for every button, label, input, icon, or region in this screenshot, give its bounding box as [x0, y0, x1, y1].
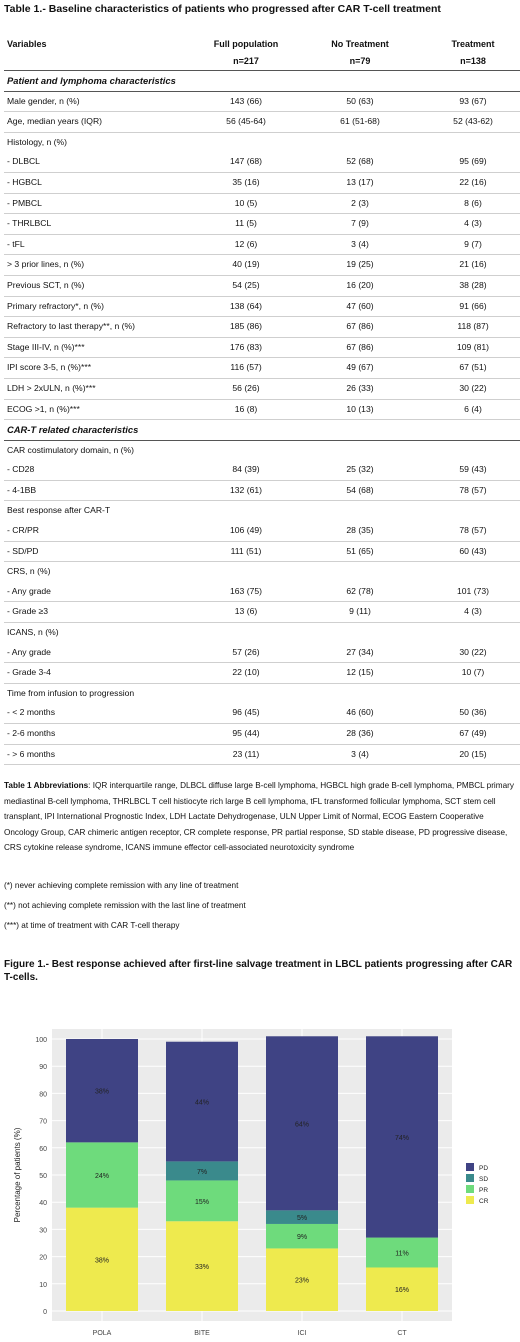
legend-swatch-pr [466, 1185, 474, 1193]
cell-c3 [304, 623, 416, 643]
legend-swatch-pd [466, 1163, 474, 1171]
cell-c3 [304, 420, 416, 441]
cell-c1: - < 2 months [4, 703, 188, 723]
data-label: 16% [394, 1287, 410, 1295]
cell-c4 [416, 562, 520, 582]
cell-c1: - Grade 3-4 [4, 663, 188, 684]
cell-c3: 49 (67) [304, 358, 416, 379]
cell-c4: 78 (57) [416, 480, 520, 501]
cell-c4: 6 (4) [416, 399, 520, 420]
data-label: 24% [94, 1173, 110, 1180]
group-row [4, 132, 520, 152]
cell-c2 [188, 623, 304, 643]
cell-c1: - PMBCL [4, 193, 188, 214]
cell-c4 [416, 440, 520, 460]
cell-c1: Primary refractory*, n (%) [4, 296, 188, 317]
cell-c3 [304, 501, 416, 521]
cell-c3: 67 (86) [304, 317, 416, 338]
cell-c4: 38 (28) [416, 275, 520, 296]
cell-c3 [304, 683, 416, 703]
cell-c3: 9 (11) [304, 602, 416, 623]
legend-label: PR [479, 1187, 489, 1194]
y-tick-label: 100 [35, 1037, 47, 1044]
table-row [4, 193, 520, 214]
cell-c1: - > 6 months [4, 744, 188, 765]
y-tick-label: 40 [39, 1200, 47, 1208]
subheader-none-n: n=79 [304, 53, 416, 71]
cell-c2: 106 (49) [188, 521, 304, 541]
table-row [4, 152, 520, 172]
table-row [4, 541, 520, 562]
cell-c3: 61 (51-68) [304, 112, 416, 133]
y-tick-label: 80 [39, 1091, 47, 1099]
table-row [4, 480, 520, 501]
cell-c4: 60 (43) [416, 541, 520, 562]
table-row [4, 337, 520, 358]
cell-c1: - DLBCL [4, 152, 188, 172]
y-tick-label: 0 [43, 1309, 47, 1316]
cell-c3: 13 (17) [304, 172, 416, 193]
cell-c2: 40 (19) [188, 255, 304, 276]
cell-c3 [304, 562, 416, 582]
x-tick-label: CT [397, 1330, 407, 1337]
cell-c4: 91 (66) [416, 296, 520, 317]
section-row [4, 420, 520, 441]
data-label: 7% [196, 1168, 208, 1176]
table-row [4, 663, 520, 684]
data-label: 38% [94, 1257, 110, 1265]
cell-c3: 62 (78) [304, 582, 416, 602]
cell-c3: 54 (68) [304, 480, 416, 501]
cell-c3: 25 (32) [304, 460, 416, 480]
cell-c3 [304, 71, 416, 92]
cell-c2: 96 (45) [188, 703, 304, 723]
cell-c3: 26 (33) [304, 378, 416, 399]
cell-c1: - CR/PR [4, 521, 188, 541]
cell-c1: Age, median years (IQR) [4, 112, 188, 133]
cell-c3: 12 (15) [304, 663, 416, 684]
footnote-3: (***) at time of treatment with CAR T-cell therapy [4, 921, 180, 930]
footnote-2: (**) not achieving complete remission with the last line of treatment [4, 901, 246, 910]
cell-c2 [188, 683, 304, 703]
cell-c2: 35 (16) [188, 172, 304, 193]
x-tick-label: POLA [92, 1330, 112, 1337]
baseline-table [4, 36, 520, 765]
cell-c3: 2 (3) [304, 193, 416, 214]
cell-c2: 185 (86) [188, 317, 304, 338]
cell-c3: 51 (65) [304, 541, 416, 562]
legend-label: CR [479, 1198, 489, 1205]
table-row [4, 296, 520, 317]
section-row [4, 71, 520, 92]
cell-c2: 10 (5) [188, 193, 304, 214]
cell-c4 [416, 501, 520, 521]
cell-c1: - Any grade [4, 643, 188, 663]
y-tick-label: 10 [39, 1281, 47, 1289]
cell-c4: 101 (73) [416, 582, 520, 602]
cell-c1: - 2-6 months [4, 724, 188, 745]
cell-c2: 116 (57) [188, 358, 304, 379]
group-row [4, 501, 520, 521]
subheader-empty [4, 53, 188, 71]
table-row [4, 172, 520, 193]
cell-c1: - Any grade [4, 582, 188, 602]
cell-c3: 52 (68) [304, 152, 416, 172]
subheader-full-n: n=217 [188, 53, 304, 71]
cell-c1: CAR-T related characteristics [4, 420, 188, 441]
cell-c2 [188, 132, 304, 152]
table-title: Table 1.- Baseline characteristics of patients who progressed after CAR T-cell treatment [4, 3, 441, 15]
cell-c1: IPI score 3-5, n (%)*** [4, 358, 188, 379]
cell-c1: Previous SCT, n (%) [4, 275, 188, 296]
y-tick-label: 30 [39, 1227, 47, 1235]
data-label: 5% [296, 1215, 308, 1223]
table-row [4, 378, 520, 399]
stacked-bar-chart [0, 1015, 520, 1340]
cell-c1: - Grade ≥3 [4, 602, 188, 623]
cell-c3: 27 (34) [304, 643, 416, 663]
cell-c2: 176 (83) [188, 337, 304, 358]
group-row [4, 440, 520, 460]
y-tick-label: 60 [39, 1145, 47, 1153]
data-label: 74% [394, 1134, 410, 1142]
cell-c4: 95 (69) [416, 152, 520, 172]
cell-c2: 11 (5) [188, 214, 304, 235]
x-tick-label: ICI [297, 1330, 307, 1337]
cell-c4: 20 (15) [416, 744, 520, 765]
x-tick-label: BITE [194, 1330, 210, 1337]
table-subheader-row [4, 53, 520, 71]
cell-c1: Male gender, n (%) [4, 91, 188, 112]
cell-c3 [304, 132, 416, 152]
table-row [4, 358, 520, 379]
cell-c1: Best response after CAR-T [7, 505, 111, 516]
data-label: 64% [294, 1121, 310, 1129]
cell-c4 [416, 420, 520, 441]
cell-c3: 28 (36) [304, 724, 416, 745]
subheader-treat-n: n=138 [416, 53, 520, 71]
cell-c3: 19 (25) [304, 255, 416, 276]
cell-c1: Patient and lymphoma characteristics [4, 71, 188, 92]
cell-c1: ECOG >1, n (%)*** [4, 399, 188, 420]
cell-c2: 111 (51) [188, 541, 304, 562]
cell-c1: ICANS, n (%) [7, 627, 59, 638]
group-row [4, 623, 520, 643]
cell-c1: CAR costimulatory domain, n (%) [7, 444, 135, 455]
group-row [4, 683, 520, 703]
header-no-treatment: No Treatment [331, 39, 389, 49]
header-treatment: Treatment [451, 39, 495, 49]
table-row [4, 460, 520, 480]
cell-c4: 30 (22) [416, 643, 520, 663]
data-label: 9% [296, 1234, 308, 1242]
abbreviations-label: Table 1 Abbreviations [4, 781, 89, 790]
cell-c2 [188, 562, 304, 582]
cell-c1: - CD28 [4, 460, 188, 480]
cell-c3: 7 (9) [304, 214, 416, 235]
table-header-row [4, 36, 520, 53]
table-row [4, 703, 520, 723]
cell-c2: 54 (25) [188, 275, 304, 296]
cell-c3: 47 (60) [304, 296, 416, 317]
header-variables: Variables [7, 39, 47, 49]
cell-c3: 10 (13) [304, 399, 416, 420]
cell-c3: 16 (20) [304, 275, 416, 296]
cell-c4 [416, 683, 520, 703]
cell-c2: 16 (8) [188, 399, 304, 420]
cell-c4: 4 (3) [416, 602, 520, 623]
cell-c1: - SD/PD [4, 541, 188, 562]
data-label: 33% [194, 1264, 210, 1272]
cell-c2: 56 (26) [188, 378, 304, 399]
cell-c4: 109 (81) [416, 337, 520, 358]
table-row [4, 255, 520, 276]
cell-c4: 93 (67) [416, 91, 520, 112]
cell-c3: 50 (63) [304, 91, 416, 112]
data-label: 23% [294, 1277, 310, 1285]
cell-c2: 163 (75) [188, 582, 304, 602]
data-label: 11% [395, 1250, 409, 1258]
cell-c4: 21 (16) [416, 255, 520, 276]
table-row [4, 317, 520, 338]
cell-c3: 3 (4) [304, 234, 416, 255]
cell-c2: 95 (44) [188, 724, 304, 745]
y-tick-label: 90 [39, 1064, 47, 1072]
table-row [4, 602, 520, 623]
cell-c1: Refractory to last therapy**, n (%) [4, 317, 188, 338]
cell-c4: 67 (49) [416, 724, 520, 745]
table-row [4, 399, 520, 420]
cell-c4: 10 (7) [416, 663, 520, 684]
cell-c4 [416, 132, 520, 152]
cell-c1: - tFL [4, 234, 188, 255]
table-row [4, 582, 520, 602]
cell-c4: 30 (22) [416, 378, 520, 399]
cell-c1: - THRLBCL [4, 214, 188, 235]
cell-c4: 52 (43-62) [416, 112, 520, 133]
legend-label: SD [479, 1176, 489, 1183]
cell-c3: 67 (86) [304, 337, 416, 358]
group-row [4, 562, 520, 582]
table-row [4, 234, 520, 255]
cell-c3: 3 (4) [304, 744, 416, 765]
cell-c1: > 3 prior lines, n (%) [4, 255, 188, 276]
table-row [4, 214, 520, 235]
cell-c2 [188, 420, 304, 441]
cell-c2: 143 (66) [188, 91, 304, 112]
cell-c2 [188, 501, 304, 521]
legend-swatch-cr [466, 1196, 474, 1204]
cell-c2 [188, 71, 304, 92]
cell-c4: 78 (57) [416, 521, 520, 541]
cell-c1: - 4-1BB [4, 480, 188, 501]
cell-c4: 22 (16) [416, 172, 520, 193]
cell-c4: 4 (3) [416, 214, 520, 235]
cell-c1: Histology, n (%) [7, 136, 68, 147]
cell-c3: 28 (35) [304, 521, 416, 541]
cell-c2: 132 (61) [188, 480, 304, 501]
table-row [4, 744, 520, 765]
footnote-1: (*) never achieving complete remission with any line of treatment [4, 881, 239, 890]
table-row [4, 724, 520, 745]
cell-c1: Stage III-IV, n (%)*** [4, 337, 188, 358]
figure-title: Figure 1.- Best response achieved after first-line salvage treatment in LBCL patients progressing after CAR T-cells. [4, 959, 513, 983]
y-tick-label: 50 [39, 1173, 47, 1180]
cell-c2: 56 (45-64) [188, 112, 304, 133]
table-row [4, 91, 520, 112]
cell-c4: 8 (6) [416, 193, 520, 214]
y-tick-label: 20 [39, 1254, 47, 1262]
cell-c2: 84 (39) [188, 460, 304, 480]
cell-c4: 59 (43) [416, 460, 520, 480]
data-label: 44% [194, 1099, 210, 1107]
cell-c4 [416, 623, 520, 643]
y-tick-label: 70 [39, 1118, 47, 1126]
abbreviations [4, 778, 516, 856]
cell-c2: 57 (26) [188, 643, 304, 663]
table-row [4, 275, 520, 296]
table-row [4, 112, 520, 133]
cell-c4: 67 (51) [416, 358, 520, 379]
legend-swatch-sd [466, 1174, 474, 1182]
table-row [4, 521, 520, 541]
cell-c2: 22 (10) [188, 663, 304, 684]
cell-c2 [188, 440, 304, 460]
cell-c2: 147 (68) [188, 152, 304, 172]
cell-c3: 46 (60) [304, 703, 416, 723]
cell-c4: 9 (7) [416, 234, 520, 255]
cell-c4 [416, 71, 520, 92]
cell-c1: Time from infusion to progression [7, 687, 135, 698]
data-label: 38% [94, 1088, 110, 1096]
cell-c2: 23 (11) [188, 744, 304, 765]
cell-c1: LDH > 2xULN, n (%)*** [4, 378, 188, 399]
legend-label: PD [479, 1165, 489, 1172]
cell-c1: CRS, n (%) [7, 566, 51, 577]
cell-c2: 12 (6) [188, 234, 304, 255]
cell-c2: 13 (6) [188, 602, 304, 623]
cell-c4: 50 (36) [416, 703, 520, 723]
table-row [4, 643, 520, 663]
data-label: 15% [194, 1198, 210, 1206]
cell-c1: - HGBCL [4, 172, 188, 193]
header-full-population: Full population [213, 39, 279, 49]
cell-c2: 138 (64) [188, 296, 304, 317]
cell-c3 [304, 440, 416, 460]
cell-c4: 118 (87) [416, 317, 520, 338]
abbreviations-text: : IQR interquartile range, DLBCL diffuse large B-cell lymphoma, HGBCL high grade B-cell lymphoma, PMBCL primary mediastinal B-cell lymphoma, THRLBCL T cell histiocyte rich large B cell lymphoma, tFL transformed follicular lymphoma, SCT stem cell transplant, IPI International Prognostic Index, LDH Lactate Dehydrogenase, ULN Upper Limit of Normal, ECOG Eastern Cooperative Oncology Group, CAR chimeric antigen receptor, CR complete response, PR partial response, SD stable disease, PD progressive disease, CRS cytokine release syndrome, ICANS immune effector cell-associated neurotoxicity syndrome [4, 781, 514, 852]
y-axis-label: Percentage of patients (%) [13, 1127, 22, 1223]
